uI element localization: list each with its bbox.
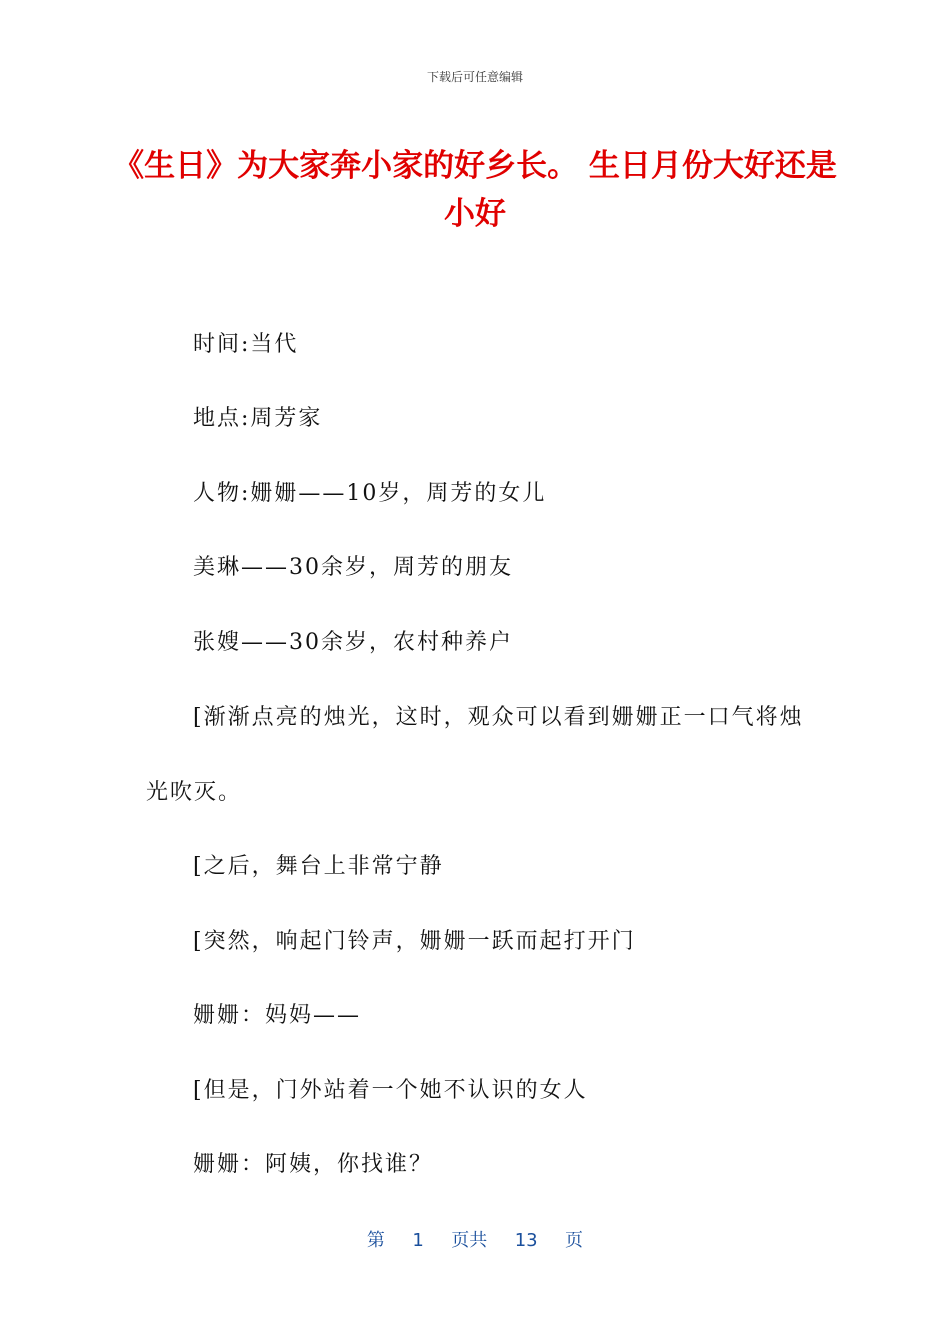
page-number-label: 第 1 页共 13 页: [366, 1230, 584, 1251]
body-line-stage-direction-1: [渐渐点亮的烛光，这时，观众可以看到姗姗正一口气将烛: [193, 705, 804, 730]
body-line-dialogue-1: 姗姗：妈妈——: [193, 1003, 362, 1028]
body-line-stage-direction-3: [突然，响起门铃声，姗姗一跃而起打开门: [193, 929, 636, 954]
body-line-stage-direction-2: [之后，舞台上非常宁静: [193, 854, 444, 879]
body-line-dialogue-2: 姗姗：阿姨，你找谁？: [193, 1152, 434, 1177]
header-note: 下载后可任意编辑: [426, 70, 523, 84]
page-footer: [0, 1226, 950, 1252]
body-line-place: 地点:周芳家: [193, 406, 323, 431]
body-line-character-zhangsao: 张嫂——30余岁，农村种养户: [193, 630, 513, 655]
body-line-stage-direction-1-cont: 光吹灭。: [146, 780, 243, 805]
body-line-stage-direction-4: [但是，门外站着一个她不认识的女人: [193, 1078, 588, 1103]
document-title: 《生日》为大家奔小家的好乡长。 生日月份大好还是小好: [113, 148, 837, 232]
body-line-time: 时间:当代: [193, 332, 299, 357]
body-line-character-meilin: 美琳——30余岁，周芳的朋友: [193, 555, 513, 580]
body-line-character-shanshan: 人物:姗姗——10岁，周芳的女儿: [193, 481, 547, 506]
